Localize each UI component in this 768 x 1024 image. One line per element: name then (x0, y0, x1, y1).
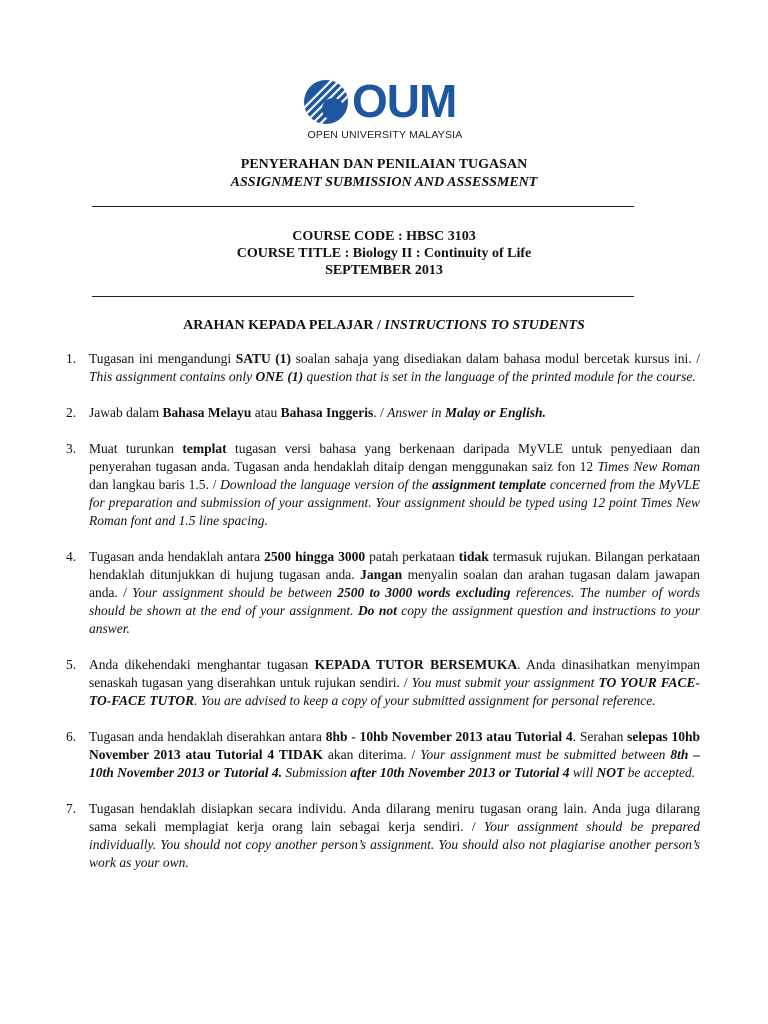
list-item-text: Your assignment must be submitted between (420, 747, 671, 762)
list-item-text: KEPADA TUTOR BERSEMUKA (314, 657, 518, 672)
list-item-text: This assignment contains only (89, 369, 256, 384)
list-item-text: Submission (282, 765, 351, 780)
course-title: COURSE TITLE : Biology II : Continuity of Life (236, 246, 532, 261)
list-item-text: assignment template (432, 477, 547, 492)
instructions-heading-english: INSTRUCTIONS TO STUDENTS (384, 318, 585, 333)
list-item-text: after 10th November 2013 or Tutorial 4 (350, 765, 570, 780)
list-item-text: You must submit your assignment (411, 675, 599, 690)
list-item-text: Bahasa Inggeris (280, 405, 374, 420)
list-item-text: . / (373, 405, 388, 420)
list-item-text: Tugasan hendaklah disiapkan secara individu. Anda dilarang meniru tugasan orang lain. Anda juga dilarang sama sekali memplagiat kerja orang lain sebagai kerja sendiri. / (89, 801, 700, 834)
logo-wordmark: OUM (352, 75, 457, 127)
list-item-number: 1. (66, 351, 77, 366)
list-item-text: Your assignment should be prepared individually. You should not copy another person’s assignment. You should also not plagiarise another person’s work as your own. (89, 819, 700, 870)
list-item-text: Jangan (360, 567, 403, 582)
list-item-text: soalan sahaja yang disediakan dalam bahasa modul bercetak kursus ini. / (291, 351, 700, 366)
instructions-heading-malay: ARAHAN KEPADA PELAJAR / (183, 318, 385, 333)
list-item-text: references. The number of words should be shown at the end of your assignment. (89, 585, 700, 618)
list-item-text: 2500 to 3000 words excluding (337, 585, 511, 600)
list-item-text: menyalin soalan dan arahan tugasan dalam jawapan anda. / (89, 567, 700, 600)
divider (92, 206, 634, 207)
oum-logo (300, 76, 470, 146)
divider (92, 296, 634, 297)
logo-subtitle: OPEN UNIVERSITY MALAYSIA (307, 129, 463, 141)
instructions-heading (0, 317, 768, 335)
list-item-text: Times New Roman (597, 459, 700, 474)
list-item-text: atau (251, 405, 281, 420)
list-item-text: Jawab dalam (89, 405, 163, 420)
list-item (66, 350, 700, 386)
list-item-text: Anda dikehendaki menghantar tugasan (89, 657, 315, 672)
list-item-text: patah perkataan (365, 549, 459, 564)
course-semester: SEPTEMBER 2013 (325, 263, 443, 278)
list-item-text: . Serahan (572, 729, 628, 744)
list-item-number: 7. (66, 801, 77, 816)
list-item-text: dan langkau baris 1.5. / (89, 477, 221, 492)
list-item-text: ONE (1) (255, 369, 304, 384)
oum-globe-icon (302, 78, 350, 126)
list-item-text: copy the assignment question and instructions to your answer. (89, 603, 700, 636)
list-item-text: 2500 hingga 3000 (264, 549, 366, 564)
list-item-text: Your assignment should be between (132, 585, 338, 600)
title-english: ASSIGNMENT SUBMISSION AND ASSESSMENT (230, 175, 538, 190)
list-item-text: 8hb - 10hb November 2013 atau Tutorial 4 (325, 729, 573, 744)
list-item-text: akan diterima. / (323, 747, 421, 762)
list-item (66, 404, 700, 422)
list-item (66, 548, 700, 638)
list-item (66, 440, 700, 530)
list-item-text: termasuk rujukan. Bilangan perkataan hendaklah ditunjukkan di hujung tugasan anda. (89, 549, 700, 582)
list-item (66, 800, 700, 872)
list-item-text: selepas 10hb November 2013 atau Tutorial 4 TIDAK (89, 729, 700, 762)
list-item-text: Do not (357, 603, 397, 618)
list-item-text: tugasan versi bahasa yang berkenaan daripada MyVLE untuk penyediaan dan penyerahan tugasan anda. Tugasan anda hendaklah ditaip dengan menggunakan saiz fon 12 (89, 441, 700, 474)
instruction-list (66, 350, 700, 890)
list-item (66, 656, 700, 710)
list-item-text: . Anda dinasihatkan menyimpan senaskah tugasan yang diserahkan untuk rujukan sendiri. / (89, 657, 700, 690)
list-item (66, 728, 700, 782)
list-item-text: tidak (458, 549, 489, 564)
list-item-text: . You are advised to keep a copy of your submitted assignment for personal reference. (194, 693, 656, 708)
list-item-number: 3. (66, 441, 77, 456)
list-item-text: Bahasa Melayu (162, 405, 252, 420)
list-item-text: Muat turunkan (89, 441, 183, 456)
list-item-text: Tugasan ini mengandungi (89, 351, 236, 366)
list-item-text: templat (182, 441, 227, 456)
list-item-text: will (569, 765, 597, 780)
list-item-text: 8th – 10th November 2013 or Tutorial 4. (89, 747, 700, 780)
list-item-number: 2. (66, 405, 77, 420)
list-item-text: be accepted. (624, 765, 696, 780)
list-item-text: TO YOUR FACE-TO-FACE TUTOR (89, 675, 701, 708)
list-item-text: Tugasan anda hendaklah diserahkan antara (89, 729, 326, 744)
list-item-text: Tugasan anda hendaklah antara (89, 549, 265, 564)
list-item-text: NOT (596, 765, 625, 780)
list-item-text: Download the language version of the (220, 477, 433, 492)
course-code: COURSE CODE : HBSC 3103 (292, 229, 476, 244)
list-item-number: 6. (66, 729, 77, 744)
list-item-text: Malay or English. (444, 405, 546, 420)
list-item-text: concerned from the MyVLE for preparation and submission of your assignment. Your assignment should be typed using 12 point Times New Roman font and 1.5 line spacing. (89, 477, 700, 528)
list-item-text: Answer in (387, 405, 445, 420)
list-item-number: 5. (66, 657, 77, 672)
title-malay: PENYERAHAN DAN PENILAIAN TUGASAN (240, 157, 528, 172)
list-item-number: 4. (66, 549, 77, 564)
list-item-text: SATU (1) (235, 351, 292, 366)
list-item-text: question that is set in the language of the printed module for the course. (303, 369, 696, 384)
